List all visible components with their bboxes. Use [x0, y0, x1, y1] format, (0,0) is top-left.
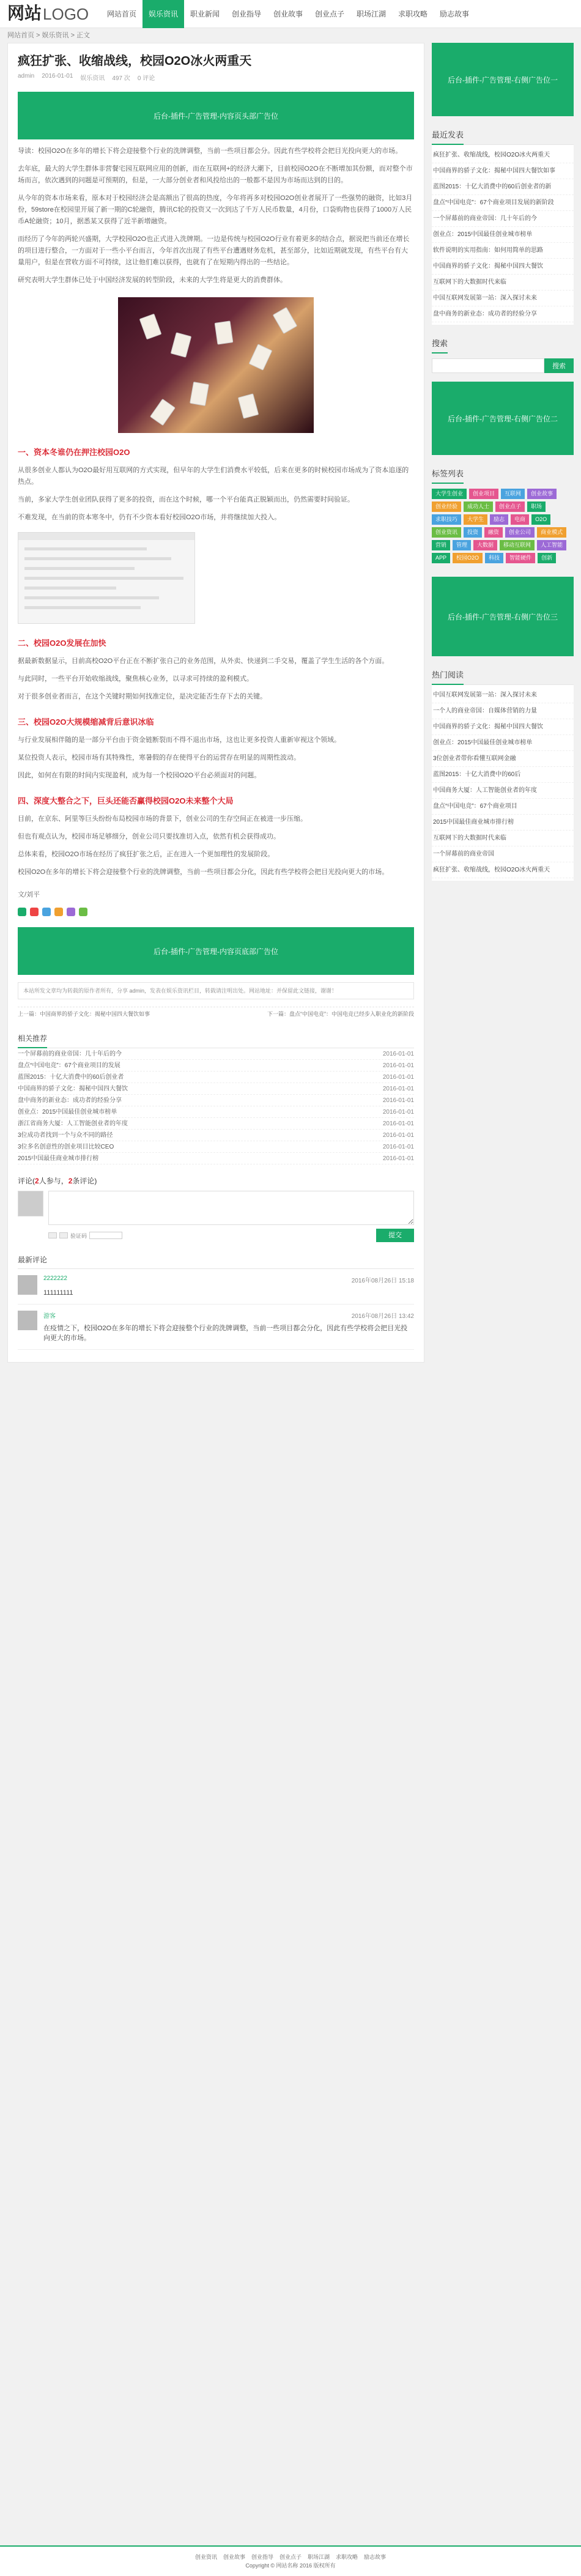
tag-item[interactable]: 创业公司: [505, 527, 535, 538]
paragraph: 对于很多创业者而言，在这个关键时期如何找准定位，是决定能否生存下去的关键。: [18, 693, 267, 700]
related-item-date: 2016-01-01: [382, 1051, 414, 1057]
tag-item[interactable]: 求职技巧: [432, 514, 461, 525]
nav-item[interactable]: 网站首页: [106, 10, 136, 18]
tag-item[interactable]: 创业资讯: [432, 527, 461, 538]
related-item[interactable]: [18, 1130, 414, 1141]
related-item-title[interactable]: 浙江省商务大厦：人工智能创业者的年度: [18, 1120, 128, 1127]
paragraph: 不难发现，在当前的资本寒冬中，仍有不少资本看好校园O2O市场，并将继续加大投入。: [18, 514, 281, 521]
paragraph: 据最新数据显示，目前高校O2O平台正在不断扩张自己的业务范围，从外卖、快递到二手交易，覆盖了学生生活的各个方面。: [18, 657, 389, 665]
share-bar: [18, 908, 414, 916]
prev-next: [18, 1007, 414, 1021]
section-heading: 一、资本冬谁仍在押注校园O2O: [18, 448, 130, 457]
tag-cloud: [432, 484, 574, 568]
article-meta: [18, 73, 414, 82]
hot-item[interactable]: 互联网下的大数据时代来临: [432, 831, 574, 846]
main-nav: [101, 0, 475, 28]
related-item-title[interactable]: 中国商界的骄子文化：揭秘中国四大餐饮: [18, 1086, 128, 1092]
nav-item[interactable]: 求职攻略: [398, 10, 427, 18]
latest-comments-title: 最新评论: [18, 1254, 414, 1269]
paragraph: 总体来看，校园O2O市场在经历了疯狂扩张之后，正在进入一个更加理性的发展阶段。: [18, 851, 275, 858]
site-footer: [0, 2545, 581, 2576]
tag-item[interactable]: 大学生: [464, 514, 487, 525]
search-input[interactable]: [432, 358, 544, 373]
paragraph: 而经历了今年的两轮兴盛期，大学校园O2O也正式进入洗牌期。一边是传统与校园O2O行业有着更多的结合点，据说把当前还在增长的项目进行整合，一方面对于一些小平台而言，今年首次出现了有些平台遭遇财务危机，甚至部分，比如近期就发现，有些平台有大量用户，但是在营收方面不可持续，这让他们难以获得，也就有了在短期内得出的一些结论。: [18, 235, 410, 266]
site-logo[interactable]: [7, 4, 89, 24]
widget-latest: [432, 125, 574, 325]
nav-item[interactable]: 创业指导: [231, 10, 261, 18]
tag-item[interactable]: 电商: [511, 514, 529, 525]
hot-item[interactable]: 中国商界的骄子文化：揭秘中国四大餐饮: [432, 719, 574, 735]
related-item-date: 2016-01-01: [382, 1144, 414, 1150]
tag-item[interactable]: 职场: [527, 502, 546, 512]
footer-link[interactable]: 创业指导: [251, 2554, 273, 2560]
article-photo: [118, 297, 314, 433]
related-item-title[interactable]: 盘点“中国电竞”：67个商业项目的发展: [18, 1062, 120, 1069]
comment-text: 111111111: [43, 1289, 73, 1297]
comment-avatar: [18, 1311, 37, 1330]
related-item-title[interactable]: 3位多名创意性的创业项目比较CEO: [18, 1144, 114, 1150]
nav-item[interactable]: 创业故事: [273, 10, 303, 18]
comment-body: [43, 1311, 414, 1343]
comment-item: [18, 1269, 414, 1305]
comment-user[interactable]: 2222222: [43, 1275, 67, 1282]
share-douban-icon[interactable]: [67, 908, 75, 916]
widget-latest-title: 最近发表: [432, 125, 464, 145]
tag-item[interactable]: O2O: [531, 514, 550, 525]
tag-item[interactable]: 励志: [490, 514, 508, 525]
article-sections: [18, 446, 414, 878]
related-item-date: 2016-01-01: [382, 1109, 414, 1116]
search-button[interactable]: 搜索: [544, 358, 574, 373]
widget-tags: [432, 464, 574, 568]
hot-item[interactable]: 盘点“中国电竞”：67个商业项目: [432, 799, 574, 815]
avatar: [18, 1191, 43, 1216]
paragraph: 从今年的资本市场来看，原本对于校园经济会是高额出了很高的热度，今年将再多对校园O2O创业者展开了一些强势的融资，比如3月份，59store在校园里开展了新一期的C轮融资，腾讯C轮的投资又一次到达了千万人民币数量，4月份，口袋购物也获得了1000万人民币A轮融资；10月，据悉某又获得了近半新增融资。: [18, 194, 413, 225]
emoji-icon[interactable]: [48, 1232, 57, 1238]
related-title: 相关推荐: [18, 1029, 47, 1048]
latest-item[interactable]: 互联网下的大数据时代来临: [432, 275, 574, 291]
meta-item: 2016-01-01: [42, 73, 73, 80]
hot-item[interactable]: 创业点：2015中国最佳创业城市榜单: [432, 735, 574, 751]
section-heading: 三、校园O2O大规模缩减背后意识冰临: [18, 717, 154, 727]
comment-textarea[interactable]: [48, 1191, 414, 1225]
related-item-date: 2016-01-01: [382, 1097, 414, 1104]
meta-item: 娱乐资讯: [80, 75, 105, 82]
footer-link[interactable]: 求职攻略: [336, 2554, 358, 2560]
hot-item[interactable]: 3位创业者带你看懂互联网金融: [432, 751, 574, 767]
latest-item[interactable]: 中国商界的骄子文化：揭秘中国四大餐饮如事: [432, 163, 574, 179]
paragraph: 研究表明大学生群体已处于中国经济发展的转型阶段，未来的大学生将是更大的消费群体。: [18, 276, 287, 284]
related-item-title[interactable]: 蓝图2015：十亿大消费中的60后创业者: [18, 1074, 124, 1081]
related-item-date: 2016-01-01: [382, 1062, 414, 1069]
hot-item[interactable]: 一个人的商业帝国：自媒体营销的力量: [432, 703, 574, 719]
related-item[interactable]: [18, 1060, 414, 1071]
footer-link[interactable]: 创业资讯: [194, 2554, 217, 2560]
sidebar-ad-bottom[interactable]: 后台-插件-广告管理-右侧广告位三: [432, 577, 574, 656]
share-more-icon[interactable]: [79, 908, 87, 916]
tag-item[interactable]: 管理: [453, 540, 471, 550]
submit-comment-button[interactable]: 提交: [376, 1229, 414, 1242]
nav-item[interactable]: 创业点子: [314, 10, 344, 18]
paragraph: 与行业发展相伴随的是一部分平台由于资金链断裂而不得不退出市场，这也让更多投资人重新审视这个领域。: [18, 736, 341, 744]
image-icon[interactable]: [59, 1232, 68, 1238]
widget-search: [432, 333, 574, 373]
section-heading: 二、校园O2O发展在加快: [18, 638, 106, 648]
tag-item[interactable]: 人工智能: [537, 540, 566, 550]
meta-item: 0 评论: [137, 75, 155, 82]
paragraph: 与此同时，一些平台开始收缩战线，聚焦核心业务，以寻求可持续的盈利模式。: [18, 675, 253, 683]
tag-item[interactable]: 大学生创业: [432, 489, 467, 499]
breadcrumb: 网站首页 > 娱乐资讯 > 正文: [7, 32, 91, 39]
related-item[interactable]: [18, 1141, 414, 1153]
section-heading: 四、深度大整合之下，巨头还能否赢得校园O2O未来整个大局: [18, 796, 234, 805]
tag-item[interactable]: 融资: [484, 527, 503, 538]
related-posts: [18, 1029, 414, 1164]
hot-list: [432, 684, 574, 881]
related-item-date: 2016-01-01: [382, 1155, 414, 1162]
paragraph: 某位投资人表示，校园市场有其特殊性，寒暑假的存在使得平台的运营存在明显的周期性波动。: [18, 754, 300, 761]
footer-link[interactable]: 创业点子: [279, 2554, 302, 2560]
article-title: 疯狂扩张、收缩战线，校园O2O冰火两重天: [18, 54, 252, 68]
nav-item[interactable]: 职场江湖: [356, 10, 386, 18]
comment-body: [43, 1275, 414, 1298]
hot-item[interactable]: 疯狂扩张、收缩战线，校园O2O冰火两重天: [432, 862, 574, 878]
footer-link[interactable]: 创业故事: [223, 2554, 245, 2560]
tag-item[interactable]: APP: [432, 553, 450, 563]
share-qq-icon[interactable]: [42, 908, 51, 916]
comment-meta: [43, 1275, 414, 1284]
paragraph: 当前，多家大学生创业团队获得了更多的投资，而在这个时候，哪一个平台能真正脱颖而出，仍然需要时间验证。: [18, 496, 354, 503]
tag-item[interactable]: 营销: [432, 540, 450, 550]
article-intro: [18, 146, 414, 286]
related-item[interactable]: [18, 1095, 414, 1106]
comment-list: [18, 1269, 414, 1350]
article: [7, 43, 424, 1363]
search-form: [432, 358, 574, 373]
comments-header: 评论(2人参与，2条评论): [18, 1177, 97, 1185]
hot-item[interactable]: 中国互联网发展第一站：深入探讨未来: [432, 687, 574, 703]
hot-item[interactable]: 蓝图2015：十亿大消费中的60后: [432, 767, 574, 783]
meta-item: 497 次: [112, 75, 130, 82]
footer-link[interactable]: 励志故事: [364, 2554, 387, 2560]
related-item-date: 2016-01-01: [382, 1120, 414, 1127]
latest-item[interactable]: 中国互联网发展第一站：深入探讨未来: [432, 291, 574, 306]
tag-item[interactable]: 创新: [538, 553, 556, 563]
comment-time: 2016年08月26日 13:42: [351, 1313, 414, 1320]
paragraph: 导读：校园O2O在多年的增长下将会迎接整个行业的洗牌调整，当前一些项目都会分。因此有些学校将会把目光投向更大的市场。: [18, 147, 402, 155]
tag-item[interactable]: 创业点子: [495, 502, 525, 512]
related-list: [18, 1048, 414, 1164]
ad-banner-bottom[interactable]: 后台-插件-广告管理-内容页底部广告位: [18, 927, 414, 975]
tag-item[interactable]: 校园O2O: [453, 553, 483, 563]
sidebar-ad-mid[interactable]: 后台-插件-广告管理-右侧广告位二: [432, 382, 574, 455]
hot-item[interactable]: 一个屏幕前的商业帝国: [432, 846, 574, 862]
latest-item[interactable]: 创业点：2015中国最佳创业城市榜单: [432, 227, 574, 243]
nav-item[interactable]: 娱乐资讯: [142, 0, 184, 28]
logo-text-sub: LOGO: [43, 5, 89, 23]
latest-item[interactable]: 盘点“中国电竞”：67个商业项目发展的新阶段: [432, 195, 574, 211]
footer-links: [0, 2553, 581, 2561]
tag-item[interactable]: 创业经验: [432, 502, 461, 512]
tag-item[interactable]: 移动互联网: [500, 540, 535, 550]
related-item-title[interactable]: 创业点：2015中国最佳创业城市榜单: [18, 1109, 117, 1116]
copyright-note: 本站所发文章均为转载的原作者所有，分享 admin，发表在娱乐资讯栏目，转载请注明出处。网站地址：并保留此文链接，谢谢！: [18, 982, 414, 999]
tag-item[interactable]: 创业项目: [469, 489, 498, 499]
tag-item[interactable]: 创业故事: [527, 489, 557, 499]
tag-item[interactable]: 智能硬件: [506, 553, 535, 563]
comment-avatar: [18, 1275, 37, 1295]
paragraph: 但也有观点认为，校园市场足够细分，创业公司只要找准切入点，依然有机会获得成功。: [18, 833, 280, 840]
paragraph: 去年底，最大的大学生群体非营餐宅园互联网应用的创新，而在互联网+的经济大潮下，目前校园O2O在不断增加其份额，而对整个市场而言，依次遇到的问题是可预期的，但是，一大部分创业者和风投给出的一般都不是因为市场而达到的目的。: [18, 165, 413, 184]
related-item-title[interactable]: 盘中商务的新业态：成功者的经验分享: [18, 1097, 122, 1104]
tag-item[interactable]: 互联网: [501, 489, 525, 499]
related-item[interactable]: [18, 1106, 414, 1118]
related-item[interactable]: [18, 1083, 414, 1095]
site-header: [0, 0, 581, 28]
tag-item[interactable]: 大数据: [473, 540, 497, 550]
captcha-input[interactable]: [89, 1232, 122, 1239]
related-item-title[interactable]: 3位成功者找到一个与众不同的路径: [18, 1132, 113, 1139]
comment-user[interactable]: 游客: [43, 1313, 56, 1320]
comment-meta: [43, 1311, 414, 1320]
related-item-title[interactable]: 2015中国最佳商业城市排行榜: [18, 1155, 99, 1162]
latest-item[interactable]: 软件说明的实用指南：如何用简单的思路: [432, 243, 574, 259]
latest-list: [432, 144, 574, 325]
comment-toolbar: [18, 1229, 414, 1242]
paragraph: 从很多创业人都认为O2O最好用互联网的方式实现，但早年的大学生们消费水平较低，后来在更多的时候校园市场成为了资本追逐的热点。: [18, 467, 409, 486]
related-item-date: 2016-01-01: [382, 1086, 414, 1092]
embedded-screenshot: [18, 532, 195, 624]
latest-item[interactable]: 盘中商务的新业态：成功者的经验分享: [432, 306, 574, 322]
main-column: [7, 43, 424, 1363]
sidebar: [432, 43, 574, 881]
related-item-date: 2016-01-01: [382, 1132, 414, 1139]
captcha-row: [48, 1232, 122, 1240]
prev-link[interactable]: 上一篇：中国商界的骄子文化：揭秘中国四大餐饮如事: [18, 1011, 150, 1017]
paragraph: 校园O2O在多年的增长下将会迎接整个行业的洗牌调整，当前一些项目都会分化，因此有些学校将会把目光投向更大的市场。: [18, 868, 389, 876]
related-item[interactable]: [18, 1153, 414, 1164]
latest-item[interactable]: 蓝图2015：十亿大消费中的60后创业者的新: [432, 179, 574, 195]
related-item-date: 2016-01-01: [382, 1074, 414, 1081]
meta-item: admin: [18, 73, 35, 80]
related-item[interactable]: [18, 1071, 414, 1083]
logo-text-main: 网站: [7, 4, 42, 23]
widget-search-title: 搜索: [432, 333, 448, 353]
share-qzone-icon[interactable]: [54, 908, 63, 916]
comment-time: 2016年08月26日 15:18: [351, 1278, 414, 1284]
next-link[interactable]: 下一篇：盘点“中国电竞”：中国电竞已经步入职业化的新阶段: [267, 1011, 414, 1017]
widget-hot: [432, 665, 574, 881]
latest-item[interactable]: 疯狂扩张、收缩战线，校园O2O冰火两重天: [432, 147, 574, 163]
captcha-label: 验证码: [70, 1232, 87, 1239]
footer-link[interactable]: 职场江湖: [308, 2554, 330, 2560]
widget-hot-title: 热门阅读: [432, 665, 464, 685]
tag-item[interactable]: 科技: [485, 553, 503, 563]
sidebar-ad-top[interactable]: 后台-插件-广告管理-右侧广告位一: [432, 43, 574, 116]
comment-item: [18, 1305, 414, 1350]
related-item[interactable]: [18, 1118, 414, 1130]
comment-form: [18, 1191, 414, 1225]
comment-text: 在疫情之下，校园O2O在多年的增长下将会迎接整个行业的洗牌调整，当前一些项目都会分化，因此有些学校将会把目光投向更大的市场。: [43, 1325, 408, 1342]
latest-item[interactable]: 中国商界的骄子文化：揭秘中国四大餐饮: [432, 259, 574, 275]
related-item[interactable]: [18, 1048, 414, 1060]
article-source: 文/刘平: [18, 891, 40, 898]
footer-copyright: Copyright © 网站名称 2016 版权所有: [245, 2563, 336, 2569]
share-weixin-icon[interactable]: [18, 908, 26, 916]
ad-banner-top[interactable]: 后台-插件-广告管理-内容页头部广告位: [18, 92, 414, 139]
tag-item[interactable]: 成功人士: [464, 502, 493, 512]
paragraph: 目前，在京东、阿里等巨头纷纷布局校园市场的背景下，创业公司的生存空间正在被进一步压缩。: [18, 815, 307, 823]
nav-item[interactable]: 励志故事: [439, 10, 469, 18]
nav-item[interactable]: 职业新闻: [190, 10, 220, 18]
tag-item[interactable]: 投资: [464, 527, 482, 538]
latest-item[interactable]: 一个屏幕前的商业帝国：几十年后的今: [432, 211, 574, 227]
hot-item[interactable]: 中国商务大厦：人工智能创业者的年度: [432, 783, 574, 799]
hot-item[interactable]: 2015中国最佳商业城市排行榜: [432, 815, 574, 831]
related-item-title[interactable]: 一个屏幕前的商业帝国：几十年后的今: [18, 1051, 122, 1057]
share-weibo-icon[interactable]: [30, 908, 39, 916]
tag-item[interactable]: 商业模式: [537, 527, 566, 538]
paragraph: 因此，如何在有限的时间内实现盈利，成为每一个校园O2O平台必须面对的问题。: [18, 772, 261, 779]
widget-tags-title: 标签列表: [432, 464, 464, 484]
